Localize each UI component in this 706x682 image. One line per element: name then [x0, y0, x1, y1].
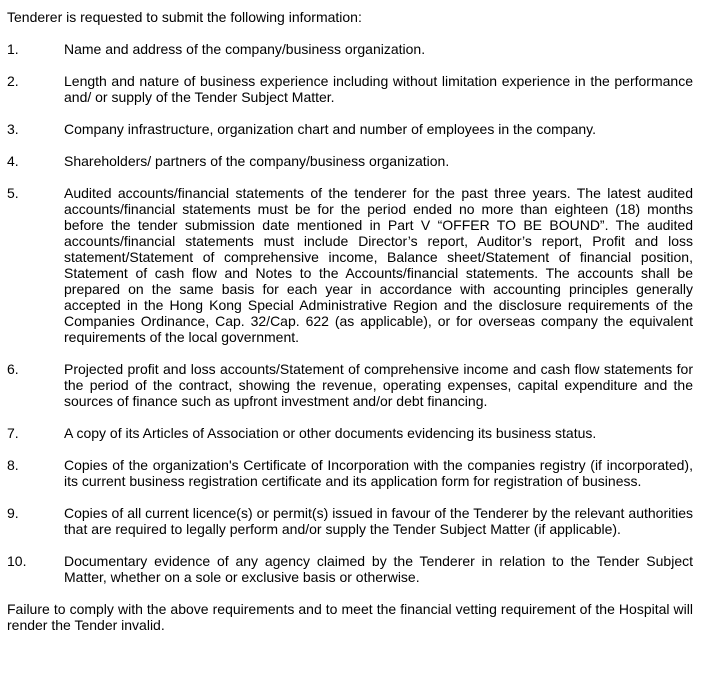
item-number: 5. — [7, 185, 19, 201]
list-item-5 — [7, 185, 693, 345]
item-text: Shareholders/ partners of the company/business organization. — [64, 153, 450, 169]
item-number: 3. — [7, 121, 19, 137]
item-number: 9. — [7, 505, 19, 521]
list-item-3 — [7, 121, 693, 137]
item-number: 6. — [7, 361, 19, 377]
item-text: Audited accounts/financial statements of the tenderer for the past three years. The latest audited accounts/financial statements must be for the period ended no more than eighteen (18) months before the tender submission date mentioned in Part V “OFFER TO BE BOUND”. The audited accounts/financial statements must include Director’s report, Auditor’s report, Profit and loss statement/Statement of comprehensive income, Balance sheet/Statement of financial position, Statement of cash flow and Notes to the Accounts/financial statements. The accounts shall be prepared on the same basis for each year in accordance with accounting principles generally accepted in the Hong Kong Special Administrative Region and the disclosure requirements of the Companies Ordinance, Cap. 32/Cap. 622 (as applicable), or for overseas company the equivalent requirements of the local government. — [64, 185, 693, 345]
item-text: Projected profit and loss accounts/Statement of comprehensive income and cash flow statements for the period of the contract, showing the revenue, operating expenses, capital expenditure and the sources of finance such as upfront investment and/or debt financing. — [64, 361, 693, 409]
item-text: Name and address of the company/business organization. — [64, 41, 426, 57]
item-number: 7. — [7, 425, 19, 441]
document-body — [7, 9, 693, 633]
list-item-6 — [7, 361, 693, 409]
item-number: 10. — [7, 553, 27, 569]
item-text: Copies of the organization's Certificate of Incorporation with the companies registry (if incorporated), its current business registration certificate and its application form for registration of business. — [64, 457, 693, 489]
list-item-10 — [7, 553, 693, 585]
item-number: 4. — [7, 153, 19, 169]
item-text: Company infrastructure, organization chart and number of employees in the company. — [64, 121, 597, 137]
closing-paragraph: Failure to comply with the above requirements and to meet the financial vetting requirement of the Hospital will render the Tender invalid. — [7, 601, 693, 633]
item-text: Copies of all current licence(s) or permit(s) issued in favour of the Tenderer by the relevant authorities that are required to legally perform and/or supply the Tender Subject Matter (if applicable). — [64, 505, 693, 537]
item-text: Length and nature of business experience including without limitation experience in the performance and/ or supply of the Tender Subject Matter. — [64, 73, 693, 105]
list-item-2 — [7, 73, 693, 105]
list-item-7 — [7, 425, 693, 441]
list-item-1 — [7, 41, 693, 57]
item-number: 1. — [7, 41, 19, 57]
intro-paragraph: Tenderer is requested to submit the following information: — [7, 9, 362, 25]
item-number: 2. — [7, 73, 19, 89]
list-item-4 — [7, 153, 693, 169]
item-number: 8. — [7, 457, 19, 473]
item-text: A copy of its Articles of Association or other documents evidencing its business status. — [64, 425, 597, 441]
item-text: Documentary evidence of any agency claimed by the Tenderer in relation to the Tender Subject Matter, whether on a sole or exclusive basis or otherwise. — [64, 553, 693, 585]
list-item-9 — [7, 505, 693, 537]
list-item-8 — [7, 457, 693, 489]
